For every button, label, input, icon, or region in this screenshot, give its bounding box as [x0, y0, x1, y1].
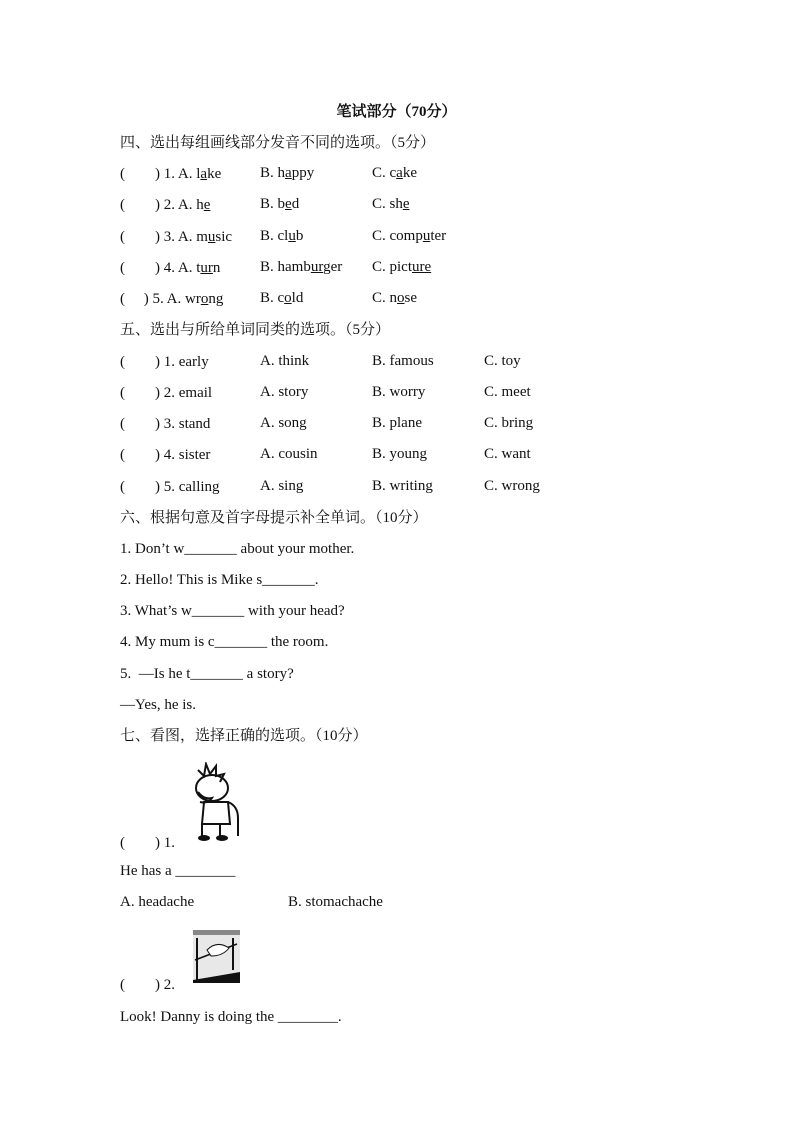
option-b: B. famous [372, 353, 434, 369]
option-a [196, 229, 232, 245]
option-a: A. think [260, 353, 310, 369]
option-c-post: ter [430, 228, 447, 244]
question-row: ( ) 5. calling [120, 479, 220, 495]
question-row [120, 165, 221, 183]
option-b-post: ld [291, 290, 304, 306]
option-c-ul: ure [412, 259, 432, 275]
option-a: A. song [260, 415, 307, 431]
fill-in-line: 4. My mum is c_______ the room. [120, 634, 329, 650]
option-a-ul: u [207, 229, 216, 245]
question-number: ( ) 5. A. [120, 291, 185, 307]
option-c-ul: a [396, 165, 403, 181]
option-c [372, 290, 417, 307]
option-c-pre: C. pict [372, 259, 412, 275]
option-b: B. young [372, 446, 428, 462]
option-b-ul: a [285, 165, 292, 181]
option-b [260, 228, 303, 245]
option-c-pre: C. comp [372, 228, 423, 244]
option-c [372, 196, 410, 213]
option-b [260, 196, 299, 213]
question-row [120, 290, 223, 308]
option-b-ul: u [288, 228, 296, 244]
option-b-pre: B. c [260, 290, 285, 306]
q7-1-option-b: B. stomachache [288, 894, 383, 910]
q7-1-label: ( ) 1. [120, 835, 175, 851]
option-c-post: ke [402, 165, 418, 181]
option-a [196, 166, 221, 182]
q7-2-text: Look! Danny is doing the ________. [120, 1009, 342, 1025]
option-b [260, 259, 342, 276]
section-6-heading: 六、根据句意及首字母提示补全单词。（10分） [120, 510, 428, 526]
option-a: A. cousin [260, 446, 318, 462]
option-a-ul: a [200, 166, 208, 182]
question-number: ( ) 4. A. [120, 260, 197, 276]
option-c-pre: C. n [372, 290, 398, 306]
option-b: B. plane [372, 415, 422, 431]
option-b: B. writing [372, 478, 433, 494]
option-c: C. bring [484, 415, 534, 431]
option-b-ul: e [285, 196, 292, 212]
option-c-post: se [404, 290, 418, 306]
option-a: A. story [260, 384, 309, 400]
option-b-pre: B. hamb [260, 259, 311, 275]
option-a: A. sing [260, 478, 304, 494]
option-c-ul: u [422, 228, 431, 244]
option-c [372, 228, 446, 245]
option-a-pre: t [196, 260, 201, 276]
option-c [372, 165, 417, 182]
fill-in-line: —Yes, he is. [120, 697, 196, 713]
option-b-pre: B. b [260, 196, 286, 212]
option-a [196, 197, 210, 213]
section-7-heading: 七、看图，选择正确的选项。（10分） [120, 728, 368, 744]
section-title: 笔试部分（70分） [336, 104, 457, 120]
question-row: ( ) 4. sister [120, 447, 211, 463]
boy-toothache-picture [190, 762, 242, 842]
option-b [260, 290, 303, 307]
option-b-post: ger [323, 259, 343, 275]
option-a-post: ke [207, 166, 222, 182]
option-b-pre: B. cl [260, 228, 289, 244]
q7-2-label: ( ) 2. [120, 977, 175, 993]
question-row: ( ) 1. early [120, 354, 209, 370]
option-c: C. meet [484, 384, 531, 400]
option-b: B. worry [372, 384, 426, 400]
question-number: ( ) 2. A. [120, 197, 197, 213]
section-4-heading: 四、选出每组画线部分发音不同的选项。（5分） [120, 135, 436, 151]
option-a-pre: wr [185, 291, 201, 307]
option-b-pre: B. h [260, 165, 286, 181]
option-a-post: ng [208, 291, 224, 307]
option-a-post: sic [215, 229, 233, 245]
q7-1-option-a: A. headache [120, 894, 195, 910]
question-row: ( ) 2. email [120, 385, 213, 401]
option-c [372, 259, 431, 276]
option-b-post: b [295, 228, 304, 244]
question-row [120, 228, 232, 246]
option-c-ul: o [397, 290, 405, 306]
option-c: C. wrong [484, 478, 540, 494]
option-c: C. toy [484, 353, 521, 369]
option-a [196, 260, 220, 276]
option-b-post: d [291, 196, 300, 212]
option-a [185, 291, 223, 307]
option-a-ul: o [200, 291, 209, 307]
fill-in-line: 1. Don’t w_______ about your mother. [120, 541, 355, 557]
fill-in-line: 5. —Is he t_______ a story? [120, 666, 294, 682]
option-b-ul: ur [310, 259, 324, 275]
option-b [260, 165, 314, 182]
option-a-post: n [212, 260, 221, 276]
question-number: ( ) 1. A. [120, 166, 197, 182]
fill-in-line: 3. What’s w_______ with your head? [120, 603, 345, 619]
option-c-pre: C. sh [372, 196, 403, 212]
section-5-heading: 五、选出与所给单词同类的选项。（5分） [120, 322, 391, 338]
option-b-post: ppy [291, 165, 315, 181]
question-number: ( ) 3. A. [120, 229, 197, 245]
option-a-ul: e [203, 197, 211, 213]
question-row [120, 259, 220, 277]
high-jump-picture [193, 930, 240, 983]
option-c-pre: C. c [372, 165, 397, 181]
option-b-ul: o [284, 290, 292, 306]
q7-1-text: He has a ________ [120, 863, 236, 879]
option-a-ul: ur [200, 260, 213, 276]
option-a-pre: m [196, 229, 208, 245]
fill-in-line: 2. Hello! This is Mike s_______. [120, 572, 319, 588]
question-row: ( ) 3. stand [120, 416, 211, 432]
option-c: C. want [484, 446, 531, 462]
question-row [120, 196, 210, 214]
option-a-pre: l [196, 166, 201, 182]
option-c-ul: e [402, 196, 410, 212]
option-a-pre: h [196, 197, 204, 213]
